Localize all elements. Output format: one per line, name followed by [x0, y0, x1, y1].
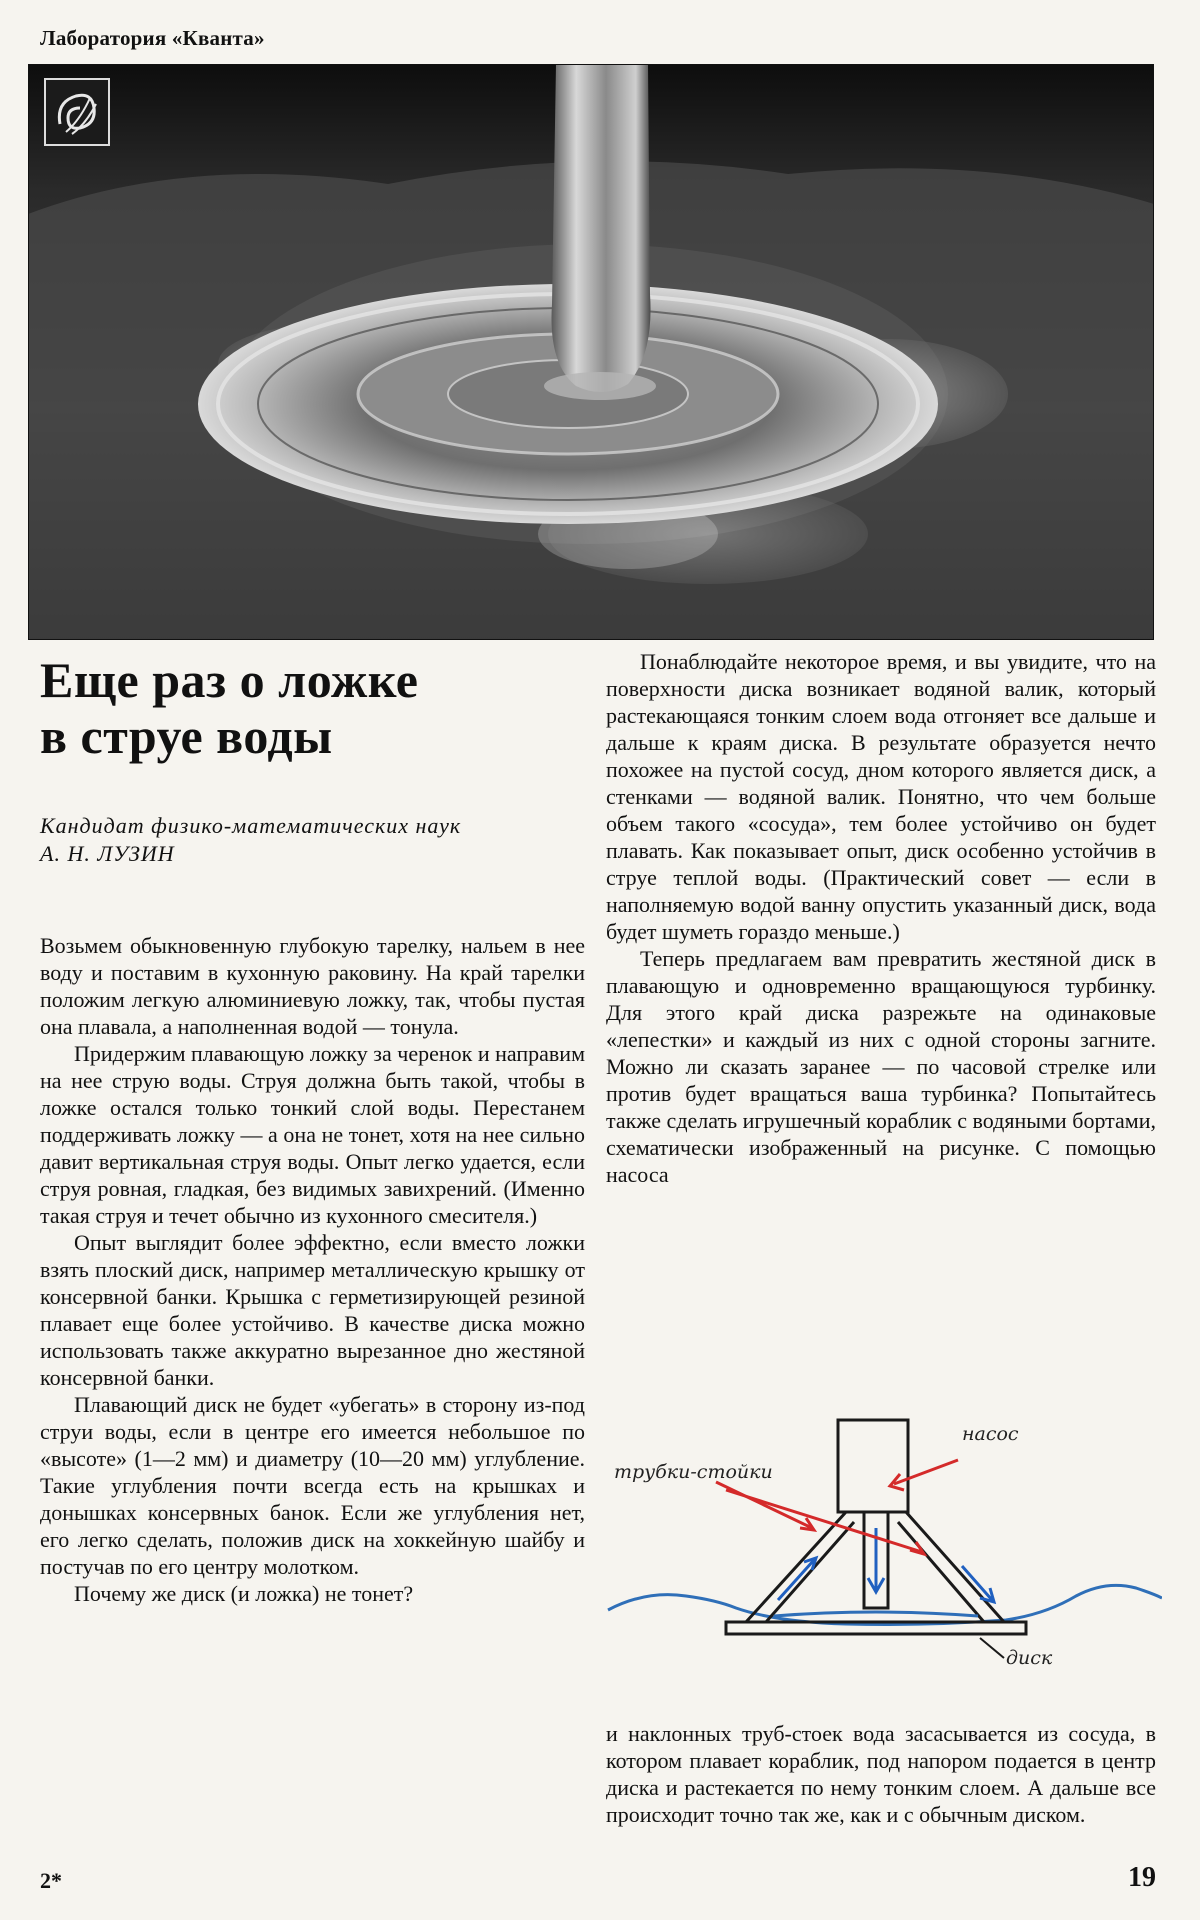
- paragraph: и наклонных труб-стоек вода засасывается из сосуда, в котором плавает кораблик, под напором подается в центр диска и растекается по нему тонким слоем. А дальше все происходит точно так же, как и с обычным диском.: [606, 1721, 1156, 1827]
- title-line-1: Еще раз о ложке: [40, 652, 419, 708]
- left-column: [40, 932, 585, 1607]
- water-surface: [608, 1585, 1162, 1624]
- title-line-2: в струе воды: [40, 708, 333, 764]
- red-arrow-pump: [890, 1460, 958, 1490]
- pipe-left-outer: [746, 1512, 846, 1622]
- water-film: [774, 1612, 978, 1616]
- red-arrow-tubes-1: [716, 1482, 814, 1530]
- label-tubes: трубки-стойки: [614, 1461, 773, 1483]
- right-column-bottom: [606, 1720, 1156, 1828]
- author-name: А. Н. ЛУЗИН: [40, 841, 175, 866]
- label-disk: диск: [1006, 1647, 1053, 1669]
- page-number: 19: [1128, 1862, 1156, 1893]
- pipe-right-outer: [906, 1512, 1004, 1622]
- disk-pointer: [980, 1638, 1004, 1658]
- author-degree: Кандидат физико-математических наук: [40, 813, 462, 838]
- label-pump: насос: [962, 1423, 1019, 1445]
- right-column-top: [606, 648, 1156, 1188]
- paragraph: Плавающий диск не будет «убегать» в сторону из-под струи воды, если в центре его имеется небольшое по «высоте» (1—2 мм) и диаметру (10—20 мм) углубление. Такие углубления почти всегда есть на крышках и донышках консервных банок. Если же углубления нет, его легко сделать, положив диск на хоккейную шайбу и постучав по его центру молотком.: [40, 1392, 585, 1579]
- author-byline: [40, 812, 461, 868]
- section-header: Лаборатория «Кванта»: [40, 26, 265, 50]
- paragraph: Возьмем обыкновенную глубокую тарелку, нальем в нее воду и поставим в кухонную раковину. На край тарелки положим легкую алюминиевую ложку, так, чтобы пустая она плавала, а наполненная водой — тонула.: [40, 933, 585, 1039]
- paragraph: Почему же диск (и ложка) не тонет?: [74, 1581, 414, 1606]
- signature-marker: 2*: [40, 1868, 62, 1893]
- paragraph: Придержим плавающую ложку за черенок и направим на нее струю воды. Струя должна быть такой, чтобы в ложке остался только тонкий слой воды. Перестанем поддерживать ложку — а она не тонет, хотя на нее сильно давит вертикальная струя воды. Опыт легко удается, если струя ровная, гладкая, без видимых завихрений. (Именно такая струя и течет обычно из кухонного смесителя.): [40, 1041, 585, 1228]
- pump-body: [838, 1420, 908, 1512]
- paragraph: Понаблюдайте некоторое время, и вы увидите, что на поверхности диска возникает водяной валик, который растекающаяся тонким слоем вода отгоняет все дальше и дальше к краям диска. В результате образуется нечто похожее на пустой сосуд, дном которого является диск, а стенками — водяной валик. Понятно, что чем больше объем такого «сосуда», тем более устойчиво он будет плавать. Как показывает опыт, диск особенно устойчив в струе теплой воды. (Практический совет — если в наполняемую водой ванну опустить указанный диск, вода будет шуметь гораздо меньше.): [606, 649, 1156, 944]
- boat-diagram-drawing: [606, 1400, 1162, 1700]
- paragraph: Теперь предлагаем вам превратить жестяной диск в плавающую и одновременно вращающуюся турбинку. Для этого край диска разрежьте на одинаковые «лепестки» и каждый из них с одной стороны загните. Можно ли сказать заранее — по часовой стрелке или против будет вращаться ваша турбинка? Попытайтесь также сделать игрушечный кораблик с водяными бортами, схематически изображенный на рисунке. С помощью насоса: [606, 946, 1156, 1187]
- blue-arrow-right: [962, 1566, 994, 1602]
- red-arrow-tubes-2: [726, 1490, 924, 1554]
- pipe-right-inner: [898, 1522, 984, 1622]
- article-photo: [28, 64, 1154, 640]
- article-title: [40, 652, 418, 764]
- boat-diagram: [606, 1400, 1162, 1700]
- water-jet-disk-illustration: [28, 64, 1154, 640]
- paragraph: Опыт выглядит более эффектно, если вместо ложки взять плоский диск, например металлическую крышку от консервной банки. Крышка с герметизирующей резиной плавает еще более устойчиво. В качестве диска можно использовать также аккуратно вырезанное дно жестяной консервной банки.: [40, 1230, 585, 1390]
- pipe-left-inner: [766, 1522, 854, 1622]
- kvant-logo: [44, 78, 110, 146]
